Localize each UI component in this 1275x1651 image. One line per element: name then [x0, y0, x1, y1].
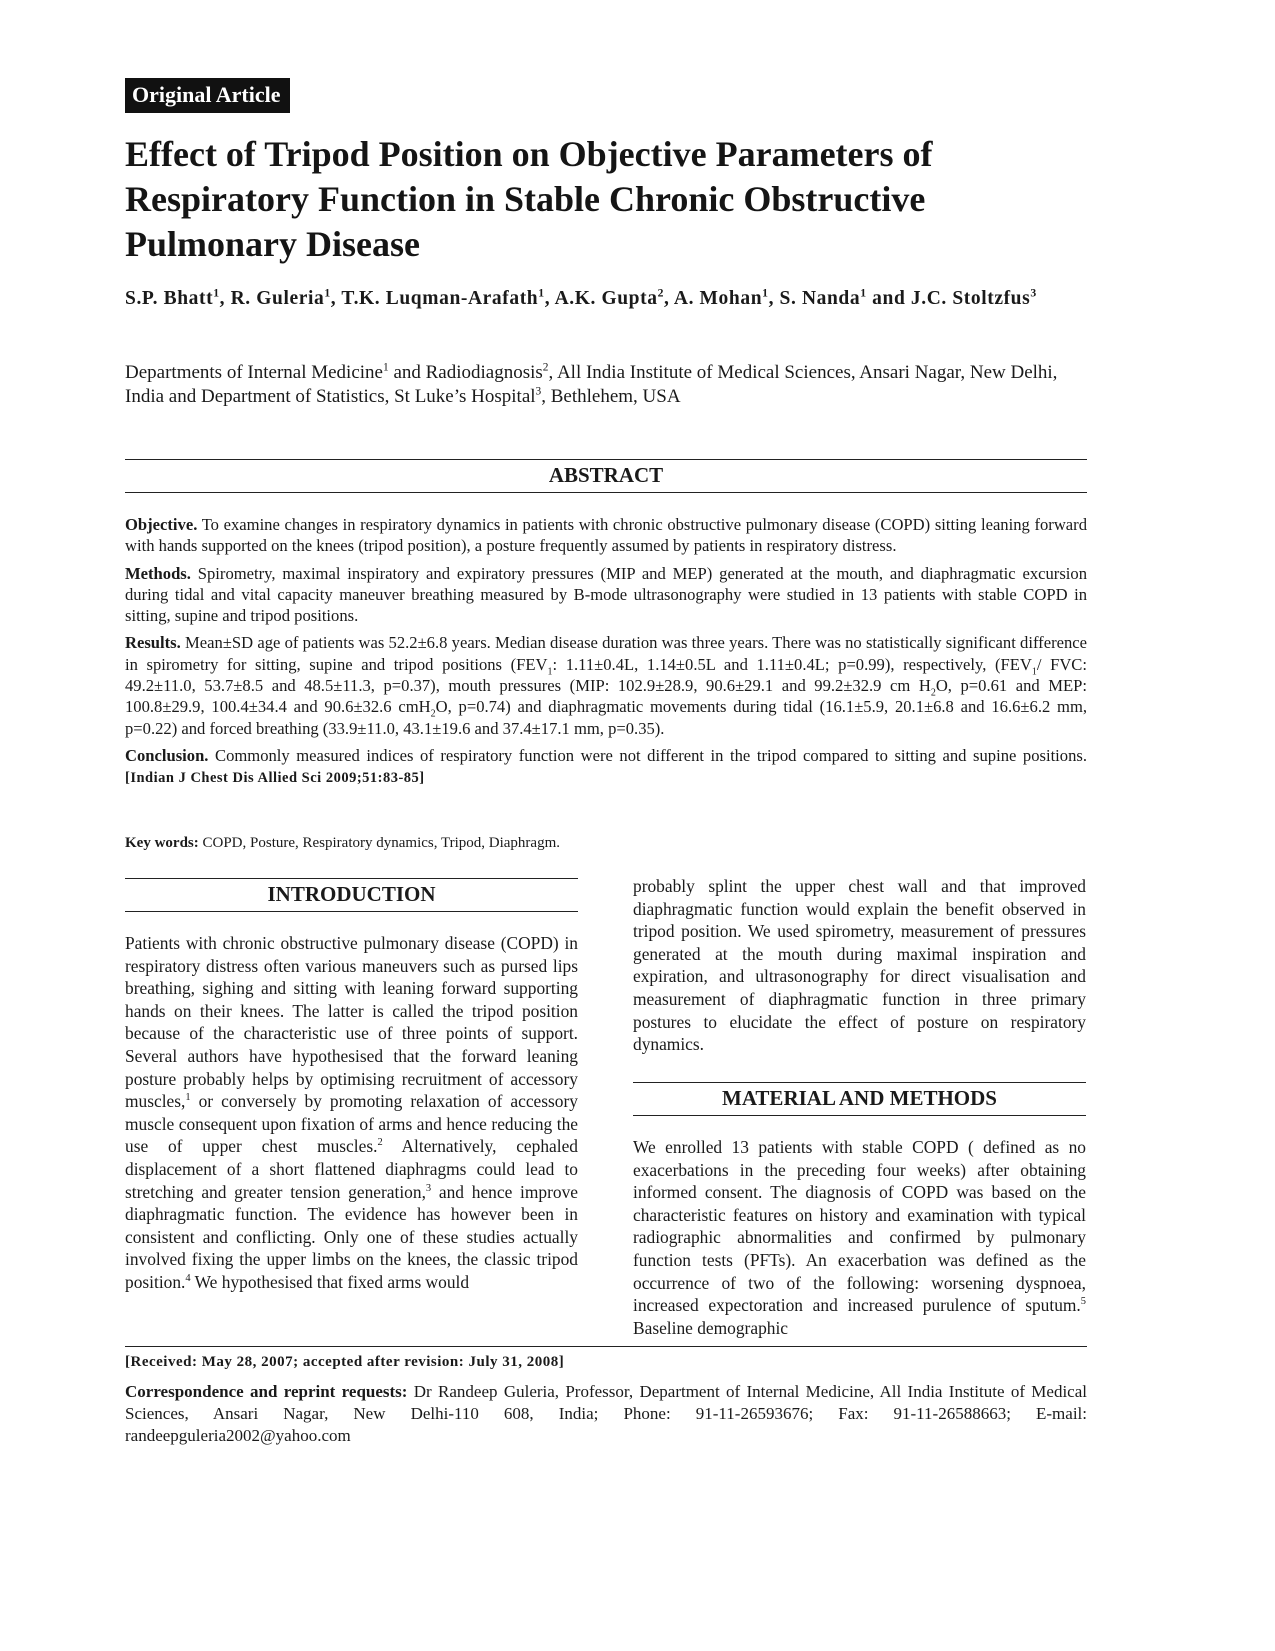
journal-citation: [Indian J Chest Dis Allied Sci 2009;51:83-85] — [125, 770, 425, 787]
author-affiliation-marker: 1 — [324, 286, 331, 300]
author-name: A.K. Gupta — [554, 288, 658, 309]
author-separator: and — [866, 288, 911, 309]
author-name: J.C. Stoltzfus — [910, 288, 1031, 309]
affiliations — [125, 361, 1090, 409]
affiliation-marker: 3 — [535, 385, 542, 398]
abstract-bottom-rule — [125, 492, 1087, 493]
methods-heading: MATERIAL AND METHODS — [722, 1086, 997, 1110]
author-name: T.K. Luqman-Arafath — [341, 288, 539, 309]
abstract-conclusion — [125, 745, 1087, 790]
methods-paragraph — [633, 1136, 1086, 1339]
abstract-methods — [125, 563, 1087, 627]
author-name: S.P. Bhatt — [125, 288, 214, 309]
keywords-label: Key words: — [125, 835, 199, 851]
author-separator: , — [330, 288, 342, 309]
results-text: / FVC: 49.2±11.0, 53.7±8.5 and 48.5±11.3, p=0.37), mouth pressures (MIP: 102.9±28.9, 90.6±29.1 and 99.2±32.9 cm H — [125, 654, 1087, 696]
introduction-paragraph — [125, 932, 578, 1294]
body-text: We enrolled 13 patients with stable COPD ( defined as no exacerbations in the preceding four weeks) after obtaining informed consent. The diagnosis of COPD was based on the characteristic features on history and examination with typical radiographic abnormalities and confirmed by pulmonary function tests (PFTs). An exacerbation was defined as the occurrence of two of the following: worsening dyspnoea, increased expectoration and increased purulence of sputum. — [633, 1137, 1086, 1316]
author-list — [125, 286, 1095, 312]
abstract-objective — [125, 514, 1087, 557]
introduction-body — [125, 932, 578, 1294]
methods-label: Methods. — [125, 563, 191, 583]
results-text: O, p=0.61 and MEP: 100.8±29.9, 100.4±34.4 and 90.6±32.6 cmH — [125, 676, 1087, 717]
received-dates: [Received: May 28, 2007; accepted after revision: July 31, 2008] — [125, 1354, 565, 1370]
introduction-heading: INTRODUCTION — [267, 882, 436, 906]
conclusion-text: Commonly measured indices of respiratory function were not different in the tripod compared to sitting and supine positions. — [208, 745, 1087, 765]
results-text: O, p=0.74) and diaphragmatic movements during tidal (16.1±5.9, 20.1±6.8 and 16.6±6.2 mm, p=0.22) and forced breathing (33.9±11.0, 43.1±19.6 and 37.4±17.1 mm, p=0.35). — [125, 697, 1088, 738]
introduction-continued-text: probably splint the upper chest wall and that improved diaphragmatic function would explain the benefit observed in tripod position. We used spirometry, measurement of pressures generated at the mouth during maximal inspiration and expiration, and ultrasonography for direct visualisation and measurement of diaphragmatic function in three primary postures to elucidate the effect of posture on respiratory dynamics. — [633, 876, 1086, 1055]
affiliation-marker: 1 — [382, 361, 389, 374]
footnote-rule — [125, 1346, 1087, 1347]
affiliation-text: Departments of Internal Medicine — [125, 362, 383, 383]
reference-marker: 5 — [1080, 1296, 1086, 1308]
introduction-continued — [633, 875, 1086, 1056]
correspondence-text: Dr Randeep Guleria, Professor, Department of Internal Medicine, All India Institute of Medical Sciences, Ansari Nagar, New Delhi-110 608, India; Phone: 91-11-26593676; Fax: 91-11-26588663; E-mail: randeepguleria2002@yahoo.com — [125, 1382, 1087, 1445]
author-separator: , — [664, 288, 674, 309]
body-text: Baseline demographic — [633, 1317, 789, 1338]
body-text: and hence improve diaphragmatic function. The evidence has however been in consistent and conflicting. Only one of these studies actually involved fixing the upper limbs on the knees, the classic tripod position. — [125, 1181, 578, 1292]
affiliation-text: , Bethlehem, USA — [541, 386, 681, 407]
subscript: 2 — [430, 708, 436, 720]
results-text: : 1.11±0.4L, 1.14±0.5L and 1.11±0.4L; p=0.99), respectively, (FEV — [552, 654, 1032, 674]
author-affiliation-marker: 2 — [657, 286, 665, 300]
author-separator: , — [768, 288, 780, 309]
reference-marker: 3 — [425, 1182, 432, 1194]
author-affiliation-marker: 3 — [1030, 286, 1037, 300]
author-separator: , — [544, 288, 555, 309]
body-text: Alternatively, cephaled displacement of a short flattened diaphragms could lead to stretching and greater tension generation, — [125, 1136, 579, 1202]
results-label: Results. — [125, 633, 181, 653]
introduction-top-rule — [125, 878, 578, 879]
author-affiliation-marker: 1 — [538, 286, 545, 300]
keywords — [125, 833, 1087, 853]
conclusion-label: Conclusion. — [125, 745, 209, 765]
article-type-badge: Original Article — [125, 78, 290, 113]
objective-text: To examine changes in respiratory dynamics in patients with chronic obstructive pulmonary disease (COPD) sitting leaning forward with hands supported on the knees (tripod position), a posture frequently assumed by patients in respiratory distress. — [125, 515, 1087, 556]
reference-marker: 1 — [185, 1092, 191, 1104]
affiliation-text: and Radiodiagnosis — [388, 362, 543, 383]
methods-body — [633, 1136, 1086, 1339]
author-separator: , — [219, 288, 231, 309]
author-affiliation-marker: 1 — [860, 286, 867, 300]
keywords-text: COPD, Posture, Respiratory dynamics, Tripod, Diaphragm. — [198, 835, 560, 851]
abstract-heading: ABSTRACT — [548, 463, 664, 487]
subscript: 1 — [547, 666, 553, 678]
correspondence — [125, 1381, 1087, 1447]
reference-marker: 4 — [185, 1273, 191, 1285]
results-text: Mean±SD age of patients was 52.2±6.8 years. Median disease duration was three years. There was no statistically significant difference in spirometry for sitting, supine and tripod positions (FEV — [125, 633, 1087, 674]
author-affiliation-marker: 1 — [213, 286, 220, 300]
subscript: 2 — [930, 687, 936, 699]
introduction-bottom-rule — [125, 911, 578, 912]
affiliation-text: , All India Institute of Medical Sciences, Ansari Nagar, New Delhi, India and Department of Statistics, St Luke’s Hospital — [125, 362, 1058, 407]
methods-top-rule — [633, 1082, 1086, 1083]
abstract-results — [125, 632, 1087, 738]
author-affiliation-marker: 1 — [762, 286, 769, 300]
subscript: 1 — [1031, 666, 1037, 678]
author-name: R. Guleria — [230, 288, 325, 309]
affiliation-marker: 2 — [542, 361, 549, 374]
body-text: We hypothesised that fixed arms would — [190, 1271, 470, 1292]
article-title: Effect of Tripod Position on Objective Parameters of Respiratory Function in Stable Chronic Obstructive Pulmonary Disease — [125, 134, 933, 264]
body-text: or conversely by promoting relaxation of accessory muscle consequent upon fixation of arms and hence reducing the use of upper chest muscles. — [125, 1091, 578, 1157]
abstract-top-rule — [125, 459, 1087, 460]
methods-bottom-rule — [633, 1115, 1086, 1116]
author-name: A. Mohan — [673, 288, 763, 309]
reference-marker: 2 — [377, 1137, 383, 1149]
objective-label: Objective. — [125, 515, 198, 534]
methods-text: Spirometry, maximal inspiratory and expiratory pressures (MIP and MEP) generated at the mouth, and diaphragmatic excursion during tidal and vital capacity maneuver breathing measured by B-mode ultrasonography were studied in 13 patients with stable COPD in sitting, supine and tripod positions. — [125, 563, 1087, 626]
body-text: Patients with chronic obstructive pulmonary disease (COPD) in respiratory distress often various maneuvers such as pursed lips breathing, sighing and sitting with leaning forward supporting hands on their knees. The latter is called the tripod position because of the characteristic use of three points of support. Several authors have hypothesised that the forward leaning posture probably helps by optimising recruitment of accessory muscles, — [125, 933, 578, 1112]
author-name: S. Nanda — [779, 288, 861, 309]
abstract-body — [125, 514, 1087, 796]
correspondence-label: Correspondence and reprint requests: — [125, 1382, 408, 1401]
